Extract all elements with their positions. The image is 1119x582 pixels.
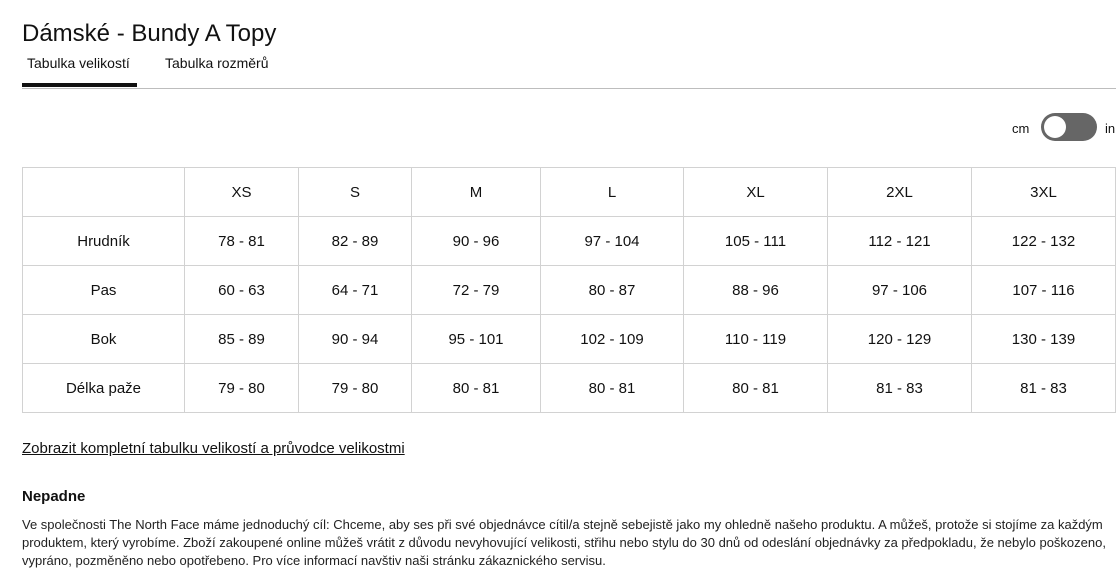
unit-label-in: in: [1105, 121, 1116, 136]
table-cell: 107 - 116: [972, 266, 1116, 315]
table-cell: 95 - 101: [412, 315, 541, 364]
table-cell: 85 - 89: [185, 315, 299, 364]
table-cell: 97 - 104: [541, 217, 684, 266]
table-row: [23, 364, 1116, 413]
column-header-m: M: [412, 168, 541, 217]
table-cell: 80 - 81: [541, 364, 684, 413]
table-cell: 110 - 119: [684, 315, 828, 364]
table-cell: 72 - 79: [412, 266, 541, 315]
table-cell: 90 - 94: [299, 315, 412, 364]
table-cell: 122 - 132: [972, 217, 1116, 266]
unit-switch[interactable]: [1041, 113, 1097, 141]
table-cell: 82 - 89: [299, 217, 412, 266]
table-cell: 90 - 96: [412, 217, 541, 266]
page-title: Dámské - Bundy A Topy: [22, 20, 277, 47]
row-label: Pas: [23, 266, 185, 315]
active-tab-indicator: [22, 83, 137, 87]
table-cell: 102 - 109: [541, 315, 684, 364]
column-header-3xl: 3XL: [972, 168, 1116, 217]
row-label: Délka paže: [23, 364, 185, 413]
tab-bar: [22, 52, 1116, 89]
table-cell: 97 - 106: [828, 266, 972, 315]
fit-section-heading: Nepadne: [22, 488, 86, 505]
table-cell: 88 - 96: [684, 266, 828, 315]
table-cell: 120 - 129: [828, 315, 972, 364]
table-cell: 80 - 81: [412, 364, 541, 413]
unit-toggle: [1012, 113, 1119, 143]
table-row: [23, 217, 1116, 266]
column-header-l: L: [541, 168, 684, 217]
table-cell: 64 - 71: [299, 266, 412, 315]
table-cell: 80 - 81: [684, 364, 828, 413]
column-header-2xl: 2XL: [828, 168, 972, 217]
table-cell: 60 - 63: [185, 266, 299, 315]
table-cell: 81 - 83: [828, 364, 972, 413]
tab-size-chart[interactable]: Tabulka velikostí: [27, 55, 130, 71]
table-cell: 105 - 111: [684, 217, 828, 266]
table-cell: 80 - 87: [541, 266, 684, 315]
unit-switch-knob: [1044, 116, 1066, 138]
table-cell: 78 - 81: [185, 217, 299, 266]
column-header-xl: XL: [684, 168, 828, 217]
table-cell: 79 - 80: [299, 364, 412, 413]
row-label: Hrudník: [23, 217, 185, 266]
table-row: [23, 266, 1116, 315]
row-label: Bok: [23, 315, 185, 364]
table-header-row: [23, 168, 1116, 217]
unit-label-cm: cm: [1012, 121, 1030, 136]
table-cell: 112 - 121: [828, 217, 972, 266]
column-header-s: S: [299, 168, 412, 217]
column-header-xs: XS: [185, 168, 299, 217]
tab-measurements[interactable]: Tabulka rozměrů: [165, 55, 269, 71]
full-size-chart-link[interactable]: Zobrazit kompletní tabulku velikostí a průvodce velikostmi: [22, 440, 405, 457]
table-row: [23, 315, 1116, 364]
column-header: [23, 168, 185, 217]
table-cell: 130 - 139: [972, 315, 1116, 364]
size-table: [22, 167, 1116, 413]
table-cell: 81 - 83: [972, 364, 1116, 413]
table-cell: 79 - 80: [185, 364, 299, 413]
fit-section-text: Ve společnosti The North Face máme jednoduchý cíl: Chceme, aby ses při své objednávce cítil/a stejně sebejistě jako my ohledně našeho produktu. A můžeš, protože si stojíme za každým produktem, který vyrobíme. Zboží zakoupené online můžeš vrátit z důvodu nevyhovující velikosti, střihu nebo stylu do 30 dnů od odeslání objednávky za předpokladu, že nebylo poškozeno, vypráno, pozměněno nebo opotřebeno. Pro více informací navštiv naši stránku zákaznického servisu.: [22, 517, 1106, 568]
